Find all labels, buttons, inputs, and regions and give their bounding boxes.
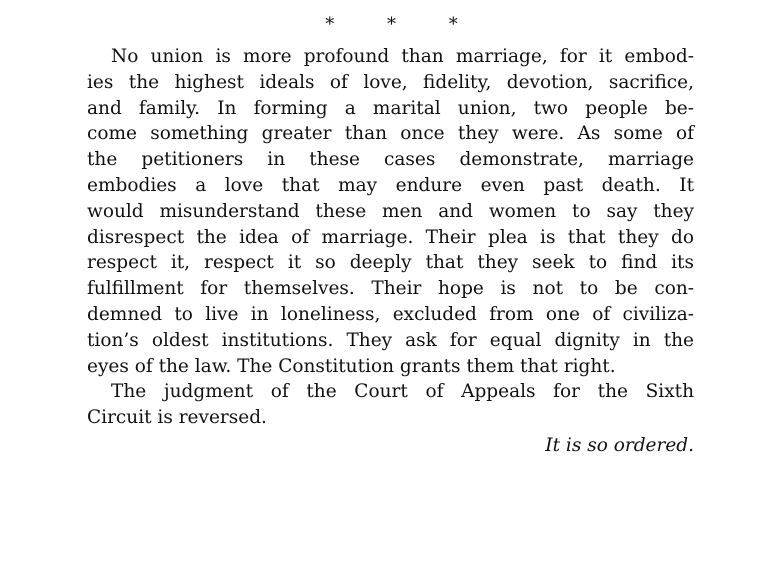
text-line: demned to live in loneliness, excluded from one of civiliza-: [87, 303, 694, 325]
text-line: ies the highest ideals of love, fidelity, devotion, sacrifice,: [87, 71, 694, 93]
closing-ordered: It is so ordered.: [545, 434, 694, 456]
text-line: The judgment of the Court of Appeals for the Sixth: [111, 381, 694, 403]
text-line: come something greater than once they were. As some of: [87, 123, 694, 145]
text-line: respect it, respect it so deeply that they seek to find its: [87, 252, 694, 274]
asterisk: *: [448, 14, 458, 35]
text-line: and family. In forming a marital union, two people be-: [87, 97, 694, 119]
text-line: eyes of the law. The Constitution grants them that right.: [87, 355, 616, 377]
opinion-text: [87, 44, 694, 459]
text-line: tion’s oldest institutions. They ask for equal dignity in the: [87, 329, 694, 351]
text-line: embodies a love that may endure even past death. It: [87, 174, 694, 196]
text-line: Circuit is reversed.: [87, 407, 267, 429]
text-line: No union is more profound than marriage, for it embod-: [111, 46, 694, 67]
asterisk: *: [387, 14, 396, 35]
text-line: the petitioners in these cases demonstrate, marriage: [87, 149, 694, 171]
paragraph-marriage: [87, 44, 694, 379]
text-line: fulfillment for themselves. Their hope is not to be con-: [87, 278, 694, 300]
asterisk: *: [325, 14, 335, 35]
text-line: would misunderstand these men and women to say they: [87, 200, 694, 222]
section-break-asterisks: [0, 14, 783, 35]
paragraph-judgment: [87, 379, 694, 431]
text-line: disrespect the idea of marriage. Their plea is that they do: [87, 226, 694, 248]
